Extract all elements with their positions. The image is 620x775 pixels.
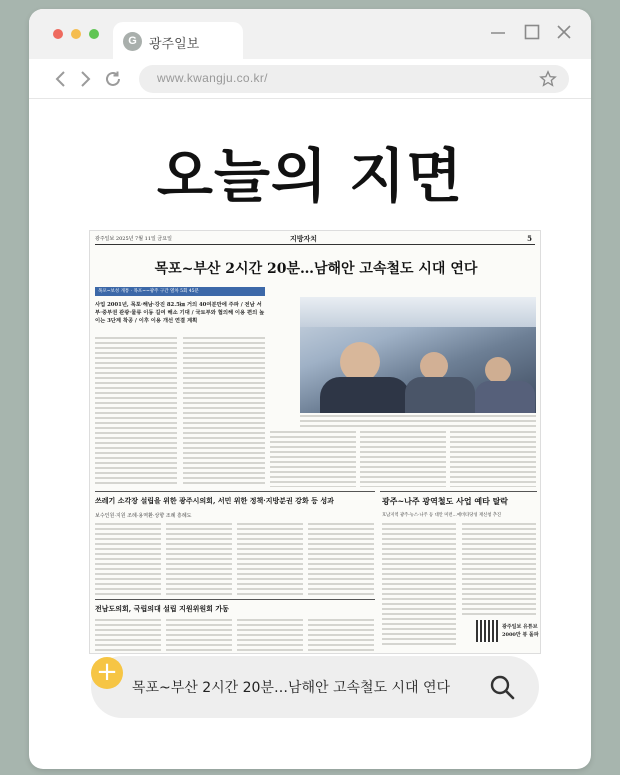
close-dot[interactable] xyxy=(53,29,63,39)
left-article-headline: 쓰레기 소각장 설립을 위한 광주시의회, 서민 위한 정책·지방분권 강화 등 성과 xyxy=(95,496,334,505)
photo-caption xyxy=(300,415,536,429)
browser-window xyxy=(29,9,591,769)
text-column xyxy=(95,337,177,487)
divider xyxy=(95,599,375,600)
close-icon[interactable] xyxy=(555,23,573,41)
browser-tab[interactable] xyxy=(113,22,243,59)
youtube-promo xyxy=(502,623,539,639)
left-article-subhead: 보수인원·지원 조례·용역환·상향 조례 흥례도 xyxy=(95,513,192,519)
news-photo xyxy=(300,297,536,413)
reload-icon[interactable] xyxy=(103,69,123,89)
navigation-bar xyxy=(29,59,591,99)
youtube-promo-line1: 광주일보 유튜브 xyxy=(502,624,538,630)
url-text: www.kwangju.co.kr/ xyxy=(157,71,268,85)
youtube-promo-line2: 2000만 뷰 돌파 xyxy=(502,632,539,638)
text-column xyxy=(308,619,374,653)
back-icon[interactable] xyxy=(51,69,71,89)
text-column xyxy=(95,523,161,595)
divider xyxy=(95,491,375,492)
paper-main-headline: 목포~부산 2시간 20분…남해안 고속철도 시대 연다 xyxy=(154,261,478,277)
newspaper-page[interactable] xyxy=(89,230,541,654)
text-column xyxy=(237,619,303,653)
page-headline: 오늘의 지면 xyxy=(156,142,464,210)
star-icon[interactable] xyxy=(539,70,557,88)
maximize-icon[interactable] xyxy=(523,23,541,41)
paper-page-number: 5 xyxy=(527,234,532,243)
left-article-headline-2: 전남도의회, 국립의대 설립 지원위원회 가동 xyxy=(95,604,229,613)
text-column xyxy=(382,523,456,647)
text-column xyxy=(166,523,232,595)
search-bar[interactable] xyxy=(91,656,539,718)
text-column xyxy=(166,619,232,653)
text-column xyxy=(450,431,536,487)
search-query-text: 목포~부산 2시간 20분…남해안 고속철도 시대 연다 xyxy=(131,680,451,696)
tab-title: 광주일보 xyxy=(149,37,200,52)
minimize-icon[interactable] xyxy=(489,23,507,41)
title-bar xyxy=(29,9,591,59)
right-article-subhead: 호남지역 광주-뉴스·나주 등 대안 미련…예비타당성 재신청 추진 xyxy=(382,513,502,518)
right-article-headline: 광주~나주 광역철도 사업 예타 탈락 xyxy=(382,496,509,506)
divider xyxy=(95,244,535,245)
paper-sub-label: 목포~보성 개통 · 목포~~광주 구간 열차 5회 45분 xyxy=(95,287,265,296)
paper-lead: 사업 2001년, 목포·해남·강진 82.5㎞ 거의 40여분만에 주파 / 전남 서부·중부권 관광·물류 이동 길여 해소 기대 / 국토부와 협의해 이용 편의 높이는 3단계 착공 / 이후 이용 개선 연결 계획 xyxy=(95,302,265,324)
paper-section: 지방자치 xyxy=(290,234,318,243)
text-column xyxy=(95,619,161,653)
minimize-dot[interactable] xyxy=(71,29,81,39)
forward-icon[interactable] xyxy=(75,69,95,89)
search-icon[interactable] xyxy=(487,672,517,702)
text-column xyxy=(462,523,536,615)
paper-dateline: 광주일보 2025년 7월 11일 금요일 xyxy=(95,236,172,242)
text-column xyxy=(237,523,303,595)
text-column xyxy=(183,337,265,487)
qr-code xyxy=(476,620,498,642)
plus-icon[interactable]: + xyxy=(91,657,123,689)
divider xyxy=(380,491,537,492)
address-bar[interactable] xyxy=(139,65,569,93)
maximize-dot[interactable] xyxy=(89,29,99,39)
text-column xyxy=(360,431,446,487)
site-logo-icon: G xyxy=(123,32,142,51)
text-column xyxy=(270,431,356,487)
text-column xyxy=(308,523,374,595)
